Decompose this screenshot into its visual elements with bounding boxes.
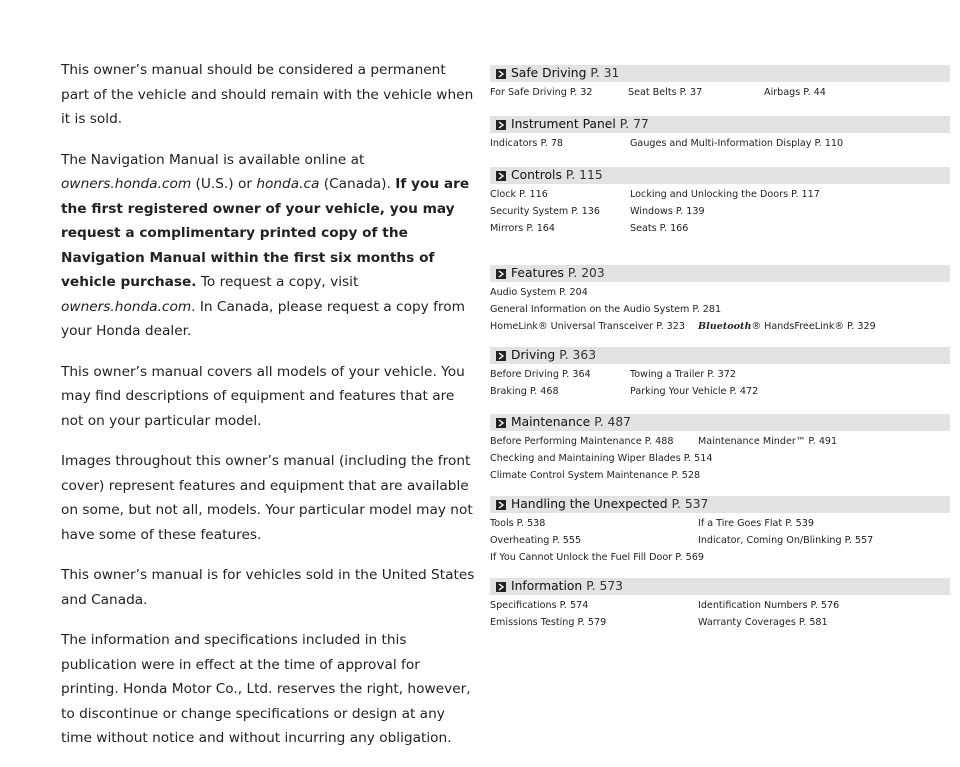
toc-section-controls [490, 167, 950, 237]
toc-header[interactable] [490, 347, 950, 364]
section-title: Information [511, 579, 583, 593]
bold-text: If you are the first registered owner of your vehicle, you may request a complimentary printed copy of the Navigation Manual within the first six months of vehicle purchase. [61, 176, 470, 290]
toc-section-information [490, 578, 950, 631]
toc-row [490, 284, 950, 301]
toc-row [490, 597, 950, 614]
toc-link[interactable]: Before Driving P. 364 [490, 369, 591, 380]
toc-row [490, 614, 950, 631]
text: . In Canada, please request a copy from your Honda dealer. [61, 298, 465, 339]
toc-link[interactable]: Security System P. 136 [490, 206, 600, 217]
toc-link[interactable]: If You Cannot Unlock the Fuel Fill Door P. 569 [490, 552, 704, 563]
bluetooth-text: Bluetooth [698, 321, 752, 332]
toc-section-maintenance [490, 414, 950, 484]
toc-link[interactable]: Indicator, Coming On/Blinking P. 557 [698, 535, 874, 546]
text: To request a copy, visit [196, 274, 359, 290]
toc-link[interactable]: Maintenance Minder™ P. 491 [698, 436, 838, 447]
toc-row [490, 383, 950, 400]
section-page: P. 573 [586, 579, 623, 593]
toc-row [490, 450, 950, 467]
toc-link[interactable]: Locking and Unlocking the Doors P. 117 [630, 189, 820, 200]
toc-link[interactable]: For Safe Driving P. 32 [490, 87, 593, 98]
toc-link[interactable]: Identification Numbers P. 576 [698, 600, 840, 611]
intro-text [61, 58, 475, 767]
toc-link[interactable]: Indicators P. 78 [490, 138, 564, 149]
toc-section-safe-driving [490, 65, 950, 101]
toc-row [490, 186, 950, 203]
toc-section-handling-unexpected [490, 496, 950, 566]
arrow-icon [496, 351, 506, 361]
toc-link[interactable]: General Information on the Audio System P. 281 [490, 304, 722, 315]
arrow-icon [496, 269, 506, 279]
toc-link[interactable]: Clock P. 116 [490, 189, 548, 200]
toc-row [490, 301, 950, 318]
arrow-icon [496, 69, 506, 79]
toc-link[interactable]: Emissions Testing P. 579 [490, 617, 607, 628]
section-title: Driving [511, 348, 556, 362]
toc-header[interactable] [490, 116, 950, 133]
toc-header[interactable] [490, 65, 950, 82]
toc-link[interactable] [698, 318, 876, 335]
section-page: P. 31 [590, 66, 620, 80]
arrow-icon [496, 500, 506, 510]
toc-section-features [490, 265, 950, 335]
section-page: P. 203 [567, 266, 605, 280]
toc-row [490, 366, 950, 383]
section-page: P. 537 [671, 497, 709, 511]
toc-row [490, 318, 950, 335]
toc-link[interactable]: Overheating P. 555 [490, 535, 582, 546]
toc-header[interactable] [490, 496, 950, 513]
section-title: Features [511, 266, 564, 280]
toc-link[interactable]: Checking and Maintaining Wiper Blades P. 514 [490, 453, 713, 464]
text: (U.S.) or [191, 176, 257, 192]
toc-link[interactable]: If a Tire Goes Flat P. 539 [698, 518, 814, 529]
toc-link[interactable]: Airbags P. 44 [764, 87, 826, 98]
toc-link[interactable]: Warranty Coverages P. 581 [698, 617, 828, 628]
toc-row [490, 220, 950, 237]
section-page: P. 77 [619, 117, 649, 131]
section-title: Handling the Unexpected [511, 497, 668, 511]
paragraph-specifications: The information and specifications included in this publication were in effect at the time of approval for printing. Honda Motor Co., Ltd. reserves the right, however, to discontinue or change specifications or design at any time without notice and without incurring any obligation. [61, 632, 471, 746]
toc-row [490, 515, 950, 532]
link-owners-honda-2[interactable]: owners.honda.com [61, 298, 192, 315]
paragraph-covers-all-models: This owner’s manual covers all models of your vehicle. You may find descriptions of equipment and features that are not on your particular model. [61, 363, 465, 429]
text: ® HandsFreeLink® P. 329 [751, 321, 876, 332]
toc-link[interactable]: Audio System P. 204 [490, 287, 588, 298]
toc-row [490, 84, 950, 101]
section-page: P. 363 [559, 348, 597, 362]
toc-row [490, 549, 950, 566]
toc-link[interactable]: Towing a Trailer P. 372 [630, 369, 736, 380]
arrow-icon [496, 120, 506, 130]
toc-link[interactable]: Windows P. 139 [630, 206, 705, 217]
text: (Canada). [319, 176, 396, 192]
toc-link[interactable]: HomeLink® Universal Transceiver P. 323 [490, 321, 685, 332]
toc-header[interactable] [490, 578, 950, 595]
paragraph-navigation-manual [61, 148, 475, 344]
paragraph-sold-region: This owner’s manual is for vehicles sold in the United States and Canada. [61, 567, 475, 608]
section-page: P. 115 [565, 168, 603, 182]
toc-header[interactable] [490, 265, 950, 282]
link-owners-honda[interactable]: owners.honda.com [61, 176, 192, 192]
toc-row [490, 203, 950, 220]
toc-section-driving [490, 347, 950, 400]
toc-link[interactable]: Gauges and Multi-Information Display P. 110 [630, 138, 844, 149]
toc-header[interactable] [490, 414, 950, 431]
toc-link[interactable]: Braking P. 468 [490, 386, 559, 397]
section-title: Instrument Panel [511, 117, 616, 131]
toc-link[interactable]: Seats P. 166 [630, 223, 689, 234]
toc-row [490, 532, 950, 549]
toc-row [490, 135, 950, 152]
section-title: Safe Driving [511, 66, 587, 80]
arrow-icon [496, 418, 506, 428]
text: The Navigation Manual is available online at [61, 151, 365, 168]
toc-link[interactable]: Before Performing Maintenance P. 488 [490, 436, 674, 447]
toc-section-instrument-panel [490, 116, 950, 152]
toc-link[interactable]: Mirrors P. 164 [490, 223, 556, 234]
toc-row [490, 467, 950, 484]
toc-link[interactable]: Specifications P. 574 [490, 600, 589, 611]
arrow-icon [496, 171, 506, 181]
paragraph-permanent-part: This owner’s manual should be considered a permanent part of the vehicle and should remain with the vehicle when it is sold. [61, 62, 474, 127]
paragraph-images: Images throughout this owner’s manual (including the front cover) represent features and equipment that are available on some, but not all, models. Your particular model may not have some of these features. [61, 453, 473, 543]
section-title: Maintenance [511, 415, 591, 429]
toc-link[interactable]: Seat Belts P. 37 [628, 87, 703, 98]
toc-row [490, 433, 950, 450]
toc-link[interactable]: Climate Control System Maintenance P. 528 [490, 470, 701, 481]
toc-link[interactable]: Tools P. 538 [490, 518, 546, 529]
section-title: Controls [511, 168, 562, 182]
toc-header[interactable] [490, 167, 950, 184]
arrow-icon [496, 582, 506, 592]
toc-link[interactable]: Parking Your Vehicle P. 472 [630, 386, 759, 397]
section-page: P. 487 [594, 415, 631, 429]
link-honda-ca[interactable]: honda.ca [256, 176, 320, 192]
